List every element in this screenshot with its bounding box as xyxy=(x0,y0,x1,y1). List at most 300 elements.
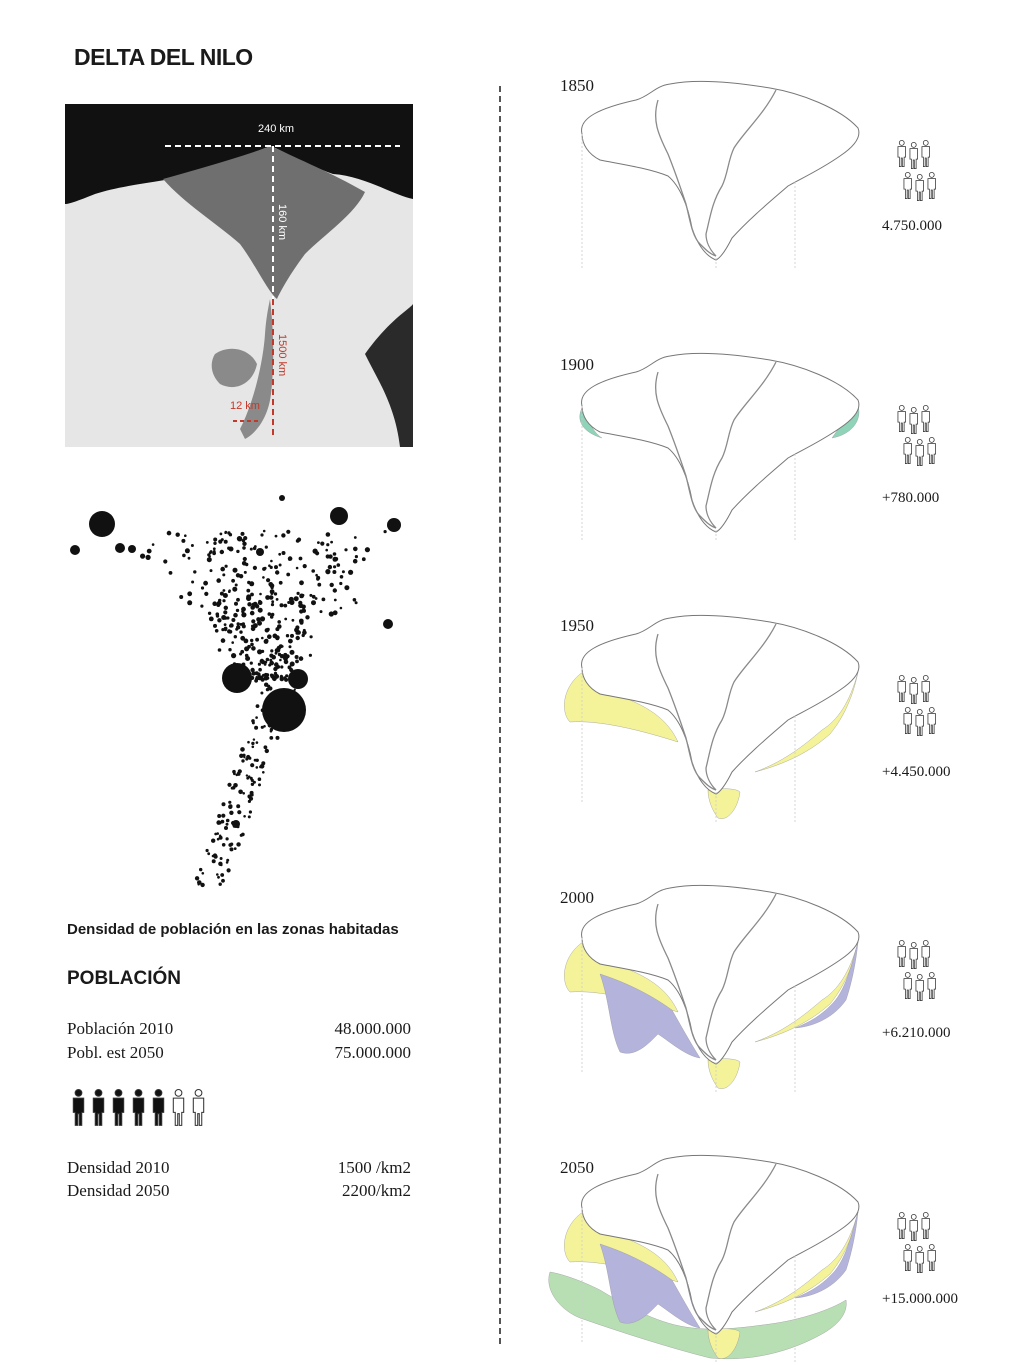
settlement-dot xyxy=(274,592,277,595)
settlement-dot xyxy=(233,786,235,788)
person-icon xyxy=(93,1090,103,1126)
person-icon xyxy=(153,1090,163,1126)
settlement-dot xyxy=(219,822,221,824)
settlement-dot xyxy=(212,601,217,606)
settlement-dot xyxy=(232,587,237,592)
settlement-dot xyxy=(288,665,292,669)
settlement-dot xyxy=(302,609,306,613)
settlement-dot xyxy=(330,583,334,587)
settlement-dot xyxy=(200,605,203,608)
settlement-dot xyxy=(286,654,290,658)
settlement-dot xyxy=(233,613,238,618)
settlement-dot xyxy=(309,594,312,597)
settlement-dot xyxy=(302,594,305,597)
settlement-dot xyxy=(262,771,265,774)
settlement-dot xyxy=(229,533,232,536)
settlement-dot xyxy=(226,861,229,864)
settlement-dot xyxy=(147,549,152,554)
settlement-dot xyxy=(240,650,244,654)
settlement-dot xyxy=(268,612,272,616)
density-row-value: 1500 /km2 xyxy=(337,1158,411,1177)
settlement-dot xyxy=(278,553,281,556)
settlement-dot xyxy=(267,634,272,639)
people-group-icon xyxy=(895,1212,937,1278)
settlement-dot xyxy=(289,597,294,602)
settlement-dot xyxy=(342,570,345,573)
settlement-dot xyxy=(213,542,216,545)
population-row xyxy=(67,1019,411,1039)
settlement-dot xyxy=(220,567,225,572)
settlement-dot xyxy=(220,550,224,554)
settlement-dot xyxy=(212,859,216,863)
settlement-dot xyxy=(238,790,243,795)
delta-diagram-1950 xyxy=(540,612,870,822)
settlement-dot xyxy=(237,772,241,776)
settlement-dot xyxy=(230,848,232,850)
settlement-dot xyxy=(231,641,234,644)
settlement-dot xyxy=(233,568,238,573)
settlement-dot xyxy=(211,839,215,843)
settlement-dot xyxy=(269,661,274,666)
person-icon xyxy=(73,1090,83,1126)
settlement-dot xyxy=(311,600,316,605)
person-icon xyxy=(922,675,930,701)
settlement-dot xyxy=(270,560,273,563)
settlement-dot xyxy=(295,655,299,659)
settlement-dot xyxy=(220,857,223,860)
settlement-dot xyxy=(240,747,245,752)
settlement-dot xyxy=(260,764,265,769)
settlement-dot xyxy=(227,868,231,872)
settlement-dot xyxy=(310,635,313,638)
settlement-dot xyxy=(167,531,172,536)
settlement-dot xyxy=(226,837,229,840)
city-dot xyxy=(383,619,393,629)
settlement-dot xyxy=(334,599,337,602)
settlement-dot xyxy=(234,602,238,606)
density-row-value: 2200/km2 xyxy=(342,1181,411,1200)
settlement-dot xyxy=(236,550,239,553)
settlement-dot xyxy=(227,629,231,633)
city-dot xyxy=(89,511,115,537)
settlement-dot xyxy=(261,675,264,678)
settlement-dot xyxy=(281,533,285,537)
settlement-dot xyxy=(333,588,337,592)
settlement-dot xyxy=(255,716,258,719)
city-dot xyxy=(330,507,348,525)
settlement-dot xyxy=(182,554,186,558)
settlement-dot xyxy=(334,557,338,561)
settlement-dot xyxy=(231,618,235,622)
city-dot xyxy=(70,545,80,555)
settlement-dot xyxy=(264,745,268,749)
settlement-dot xyxy=(224,540,228,544)
settlement-dot xyxy=(245,758,248,761)
settlement-dot xyxy=(201,586,204,589)
settlement-dot xyxy=(354,536,357,539)
settlement-dot xyxy=(169,571,173,575)
person-icon xyxy=(904,707,912,733)
settlement-dot xyxy=(284,660,289,665)
settlement-dot xyxy=(251,783,254,786)
settlement-dot xyxy=(215,629,219,633)
person-icon xyxy=(910,1214,918,1240)
settlement-dot xyxy=(242,792,245,795)
settlement-dot xyxy=(258,783,261,786)
city-dot xyxy=(115,543,125,553)
settlement-dot xyxy=(207,557,212,562)
settlement-dot xyxy=(216,614,219,617)
settlement-dot xyxy=(266,658,270,662)
settlement-dot xyxy=(264,673,268,677)
settlement-dot xyxy=(274,565,278,569)
settlement-dot xyxy=(320,542,324,546)
settlement-dot xyxy=(247,602,251,606)
settlement-dot xyxy=(251,646,256,651)
settlement-dot xyxy=(294,596,299,601)
settlement-dot xyxy=(296,567,299,570)
settlement-dot xyxy=(199,868,202,871)
settlement-dot xyxy=(251,619,255,623)
settlement-dot xyxy=(191,581,194,584)
settlement-dot xyxy=(299,656,304,661)
person-icon xyxy=(922,140,930,166)
settlement-dot xyxy=(221,814,225,818)
density-row xyxy=(67,1158,411,1178)
settlement-dot xyxy=(277,620,281,624)
settlement-dot xyxy=(249,810,252,813)
settlement-dot xyxy=(280,665,283,668)
settlement-dot xyxy=(282,551,286,555)
settlement-dot xyxy=(266,629,269,632)
delta-diagram-2050 xyxy=(540,1152,870,1364)
settlement-dot xyxy=(264,639,269,644)
settlement-dot xyxy=(241,612,246,617)
settlement-dot xyxy=(286,634,289,637)
density-caption: Densidad de población en las zonas habitadas xyxy=(67,921,399,938)
settlement-dot xyxy=(286,530,290,534)
settlement-dot xyxy=(326,543,329,546)
settlement-dot xyxy=(384,530,387,533)
city-dot xyxy=(387,518,401,532)
settlement-dot xyxy=(269,736,273,740)
settlement-dot xyxy=(344,548,347,551)
settlement-dot xyxy=(339,582,342,585)
settlement-dot xyxy=(210,569,213,572)
settlement-dot xyxy=(250,548,253,551)
settlement-dot xyxy=(212,551,216,555)
person-icon xyxy=(898,940,906,966)
settlement-dot xyxy=(223,610,227,614)
settlement-dot xyxy=(290,650,295,655)
settlement-dot xyxy=(299,557,303,561)
settlement-dot xyxy=(280,603,284,607)
settlement-dot xyxy=(241,532,245,536)
settlement-dot xyxy=(185,548,190,553)
settlement-dot xyxy=(330,541,333,544)
settlement-dot xyxy=(193,570,196,573)
settlement-dot xyxy=(265,749,269,753)
settlement-dot xyxy=(203,581,208,586)
settlement-dot xyxy=(245,563,248,566)
settlement-dot xyxy=(305,615,309,619)
settlement-dot xyxy=(237,536,242,541)
person-icon xyxy=(193,1090,203,1126)
settlement-dot xyxy=(236,573,240,577)
settlement-dot xyxy=(251,742,254,745)
settlement-dot xyxy=(242,546,246,550)
settlement-dot xyxy=(258,777,262,781)
settlement-dot xyxy=(202,872,205,875)
settlement-dot xyxy=(246,774,248,776)
settlement-dot xyxy=(163,559,167,563)
settlement-dot xyxy=(329,611,334,616)
settlement-dot xyxy=(258,668,262,672)
settlement-dot xyxy=(213,538,217,542)
settlement-dot xyxy=(287,601,290,604)
settlement-dot xyxy=(256,704,260,708)
settlement-dot xyxy=(245,656,250,661)
settlement-dot xyxy=(229,811,233,815)
settlement-dot xyxy=(320,610,323,613)
settlement-dot xyxy=(301,605,306,610)
settlement-dot xyxy=(333,552,337,556)
settlement-dot xyxy=(250,662,253,665)
people-group-icon xyxy=(895,940,937,1006)
settlement-dot xyxy=(276,736,280,740)
delta-diagram-2000 xyxy=(540,882,870,1094)
settlement-dot xyxy=(288,639,293,644)
settlement-dot xyxy=(353,559,358,564)
settlement-dot xyxy=(271,600,274,603)
settlement-dot xyxy=(303,564,307,568)
settlement-dot xyxy=(221,879,225,883)
settlement-dot xyxy=(251,719,255,723)
settlement-dot xyxy=(264,683,268,687)
person-icon xyxy=(910,677,918,703)
settlement-dot xyxy=(234,847,237,850)
population-row xyxy=(67,1043,411,1063)
settlement-dot xyxy=(222,599,225,602)
settlement-dot xyxy=(322,598,326,602)
settlement-dot xyxy=(187,591,192,596)
settlement-dot xyxy=(297,592,300,595)
settlement-dot xyxy=(247,645,251,649)
density-row-label: Densidad 2050 xyxy=(67,1181,170,1200)
settlement-dot xyxy=(237,810,241,814)
settlement-dot xyxy=(255,638,259,642)
settlement-dot xyxy=(236,598,240,602)
settlement-dot xyxy=(252,746,255,749)
settlement-dot xyxy=(217,876,220,879)
settlement-dot xyxy=(250,777,253,780)
settlement-dot xyxy=(250,643,254,647)
settlement-dot xyxy=(279,581,283,585)
population-dot-map xyxy=(62,486,412,891)
settlement-dot xyxy=(242,542,246,546)
settlement-dot xyxy=(206,541,209,544)
settlement-dot xyxy=(191,544,194,547)
settlement-dot xyxy=(286,573,290,577)
settlement-dot xyxy=(209,551,212,554)
settlement-dot xyxy=(278,653,281,656)
settlement-dot xyxy=(213,547,216,550)
settlement-dot xyxy=(239,630,242,633)
settlement-dot xyxy=(223,589,226,592)
settlement-dot xyxy=(222,802,226,806)
population-heading: POBLACIÓN xyxy=(67,968,181,989)
settlement-dot xyxy=(316,577,319,580)
settlement-dot xyxy=(295,625,299,629)
settlement-dot xyxy=(270,615,274,619)
settlement-dot xyxy=(246,596,251,601)
settlement-dot xyxy=(236,842,240,846)
settlement-dot xyxy=(328,554,332,558)
settlement-dot xyxy=(237,622,240,625)
settlement-dot xyxy=(206,849,209,852)
settlement-dot xyxy=(228,648,231,651)
person-icon xyxy=(916,974,924,1000)
city-dot xyxy=(256,548,264,556)
delta-outline xyxy=(582,81,859,260)
person-icon xyxy=(928,707,936,733)
settlement-dot xyxy=(317,541,320,544)
settlement-dot xyxy=(222,573,225,576)
person-icon xyxy=(916,174,924,200)
settlement-dot xyxy=(224,627,228,631)
settlement-dot xyxy=(275,570,279,574)
dashed-divider xyxy=(499,86,501,1344)
settlement-dot xyxy=(231,579,235,583)
settlement-dot xyxy=(317,583,321,587)
settlement-dot xyxy=(279,659,282,662)
settlement-dot xyxy=(302,630,307,635)
settlement-dot xyxy=(258,608,263,613)
settlement-dot xyxy=(280,675,284,679)
population-count: +15.000.000 xyxy=(882,1291,958,1307)
settlement-dot xyxy=(216,873,219,876)
settlement-dot xyxy=(240,834,243,837)
city-dot xyxy=(262,688,306,732)
settlement-dot xyxy=(256,741,259,744)
settlement-dot xyxy=(283,604,287,608)
person-icon xyxy=(904,972,912,998)
settlement-dot xyxy=(284,618,287,621)
settlement-dot xyxy=(249,797,253,801)
settlement-dot xyxy=(365,547,370,552)
settlement-dot xyxy=(284,678,288,682)
person-icon xyxy=(916,709,924,735)
settlement-dot xyxy=(226,616,229,619)
settlement-dot xyxy=(214,855,218,859)
person-icon xyxy=(904,172,912,198)
settlement-dot xyxy=(348,570,353,575)
person-icon xyxy=(133,1090,143,1126)
settlement-dot xyxy=(248,815,251,818)
settlement-dot xyxy=(247,581,250,584)
person-icon xyxy=(928,972,936,998)
settlement-dot xyxy=(266,578,270,582)
settlement-dot xyxy=(242,624,246,628)
settlement-dot xyxy=(209,617,214,622)
settlement-dot xyxy=(265,546,268,549)
settlement-dot xyxy=(204,592,208,596)
settlement-dot xyxy=(315,574,318,577)
settlement-dot xyxy=(328,565,332,569)
settlement-dot xyxy=(290,634,294,638)
settlement-dot xyxy=(268,564,271,567)
settlement-dot xyxy=(226,823,229,826)
settlement-dot xyxy=(332,570,336,574)
settlement-dot xyxy=(266,677,269,680)
settlement-dot xyxy=(244,571,247,574)
settlement-dot xyxy=(251,625,254,628)
settlement-dot xyxy=(296,636,300,640)
delta-outline xyxy=(582,353,859,532)
person-icon xyxy=(173,1090,183,1126)
settlement-dot xyxy=(187,600,192,605)
person-icon xyxy=(916,1246,924,1272)
settlement-dot xyxy=(228,801,231,804)
person-icon xyxy=(113,1090,123,1126)
person-icon xyxy=(898,675,906,701)
settlement-dot xyxy=(262,576,265,579)
settlement-dot xyxy=(232,770,236,774)
settlement-dot xyxy=(258,600,261,603)
city-dot xyxy=(232,820,240,828)
people-group-icon xyxy=(895,675,937,741)
settlement-dot xyxy=(315,551,319,555)
settlement-dot xyxy=(269,595,274,600)
settlement-dot xyxy=(253,547,257,551)
settlement-dot xyxy=(146,555,151,560)
settlement-dot xyxy=(222,843,226,847)
population-row-label: Pobl. est 2050 xyxy=(67,1043,164,1062)
settlement-dot xyxy=(241,607,246,612)
satellite-map xyxy=(65,104,413,447)
settlement-dot xyxy=(217,601,222,606)
person-icon xyxy=(910,407,918,433)
settlement-dot xyxy=(271,655,276,660)
person-icon xyxy=(910,142,918,168)
person-icon xyxy=(922,940,930,966)
settlement-dot xyxy=(184,534,187,537)
settlement-dot xyxy=(217,814,221,818)
city-dot xyxy=(128,545,136,553)
settlement-dot xyxy=(344,585,349,590)
delta-diagram-1850 xyxy=(540,78,870,268)
settlement-dot xyxy=(298,601,302,605)
settlement-dot xyxy=(242,754,245,757)
settlement-dot xyxy=(270,589,275,594)
settlement-dot xyxy=(236,625,240,629)
person-icon xyxy=(910,942,918,968)
settlement-dot xyxy=(362,557,366,561)
people-group-icon xyxy=(895,405,937,471)
person-icon xyxy=(928,1244,936,1270)
settlement-dot xyxy=(333,565,336,568)
settlement-dot xyxy=(311,569,315,573)
settlement-dot xyxy=(297,538,301,542)
settlement-dot xyxy=(176,533,180,537)
settlement-dot xyxy=(281,645,284,648)
population-row-value: 48.000.000 xyxy=(334,1019,411,1038)
settlement-dot xyxy=(228,805,232,809)
settlement-dot xyxy=(218,648,222,652)
city-dot xyxy=(222,663,252,693)
settlement-dot xyxy=(220,592,224,596)
settlement-dot xyxy=(252,603,256,607)
